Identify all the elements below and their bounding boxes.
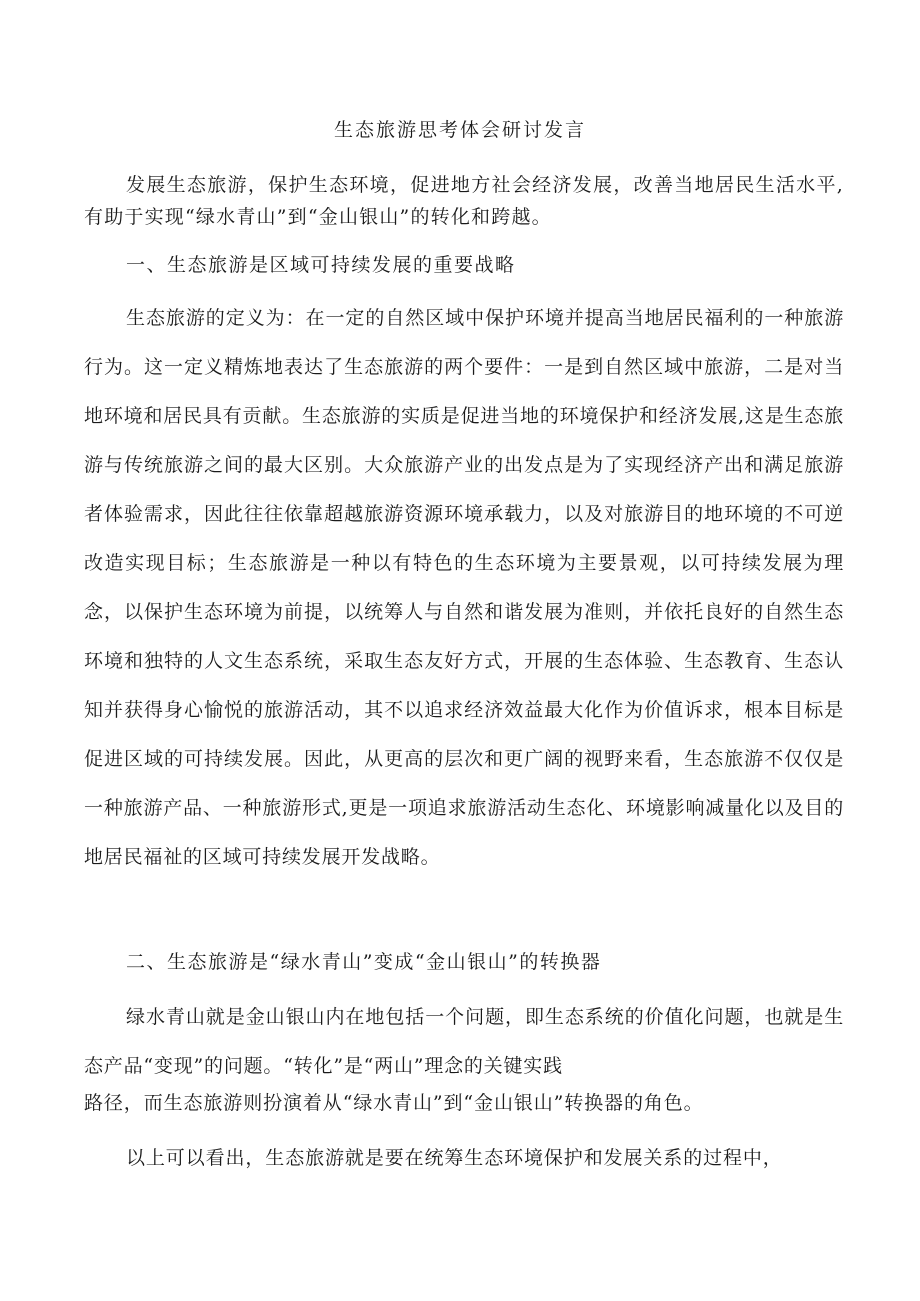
section-2-heading: 二、生态旅游是“绿水青山”变成“金山银山”的转换器 [126,951,602,973]
conclusion-paragraph: 以上可以看出，生态旅游就是要在统筹生态环境保护和发展关系的过程中， [126,1147,783,1169]
document-title: 生态旅游思考体会研讨发言 [333,119,586,141]
section-2-paragraph: 绿水青山就是金山银山内在地包括一个问题，即生态系统的价值化问题，也就是生态产品“变现”的问题。“转化”是“两山”理念的关键实践 [84,1006,844,1077]
section-1-paragraph: 生态旅游的定义为：在一定的自然区域中保护环境并提高当地居民福利的一种旅游行为。这一定义精炼地表达了生态旅游的两个要件：一是到自然区域中旅游，二是对当地环境和居民具有贡献。生态旅游的实质是促进当地的环境保护和经济发展,这是生态旅游与传统旅游之间的最大区别。大众旅游产业的出发点是为了实现经济产出和满足旅游者体验需求，因此往往依靠超越旅游资源环境承载力，以及对旅游目的地环境的不可逆改造实现目标；生态旅游是一种以有特色的生态环境为主要景观，以可持续发展为理念，以保护生态环境为前提，以统筹人与自然和谐发展为准则，并依托良好的自然生态环境和独特的人文生态系统，采取生态友好方式，开展的生态体验、生态教育、生态认知并获得身心愉悦的旅游活动，其不以追求经济效益最大化作为价值诉求，根本目标是促进区域的可持续发展。因此，从更高的层次和更广阔的视野来看，生态旅游不仅仅是一种旅游产品、一种旅游形式,更是一项追求旅游活动生态化、环境影响减量化以及目的地居民福祉的区域可持续发展开发战略。 [84,307,844,868]
section-1-heading: 一、生态旅游是区域可持续发展的重要战略 [126,254,516,276]
section-2-paragraph-continuation: 路径，而生态旅游则扮演着从“绿水青山”到“金山银山”转换器的角色。 [84,1092,704,1114]
intro-paragraph: 发展生态旅游，保护生态环境，促进地方社会经济发展，改善当地居民生活水平,有助于实现“绿水青山”到“金山银山”的转化和跨越。 [84,174,844,228]
